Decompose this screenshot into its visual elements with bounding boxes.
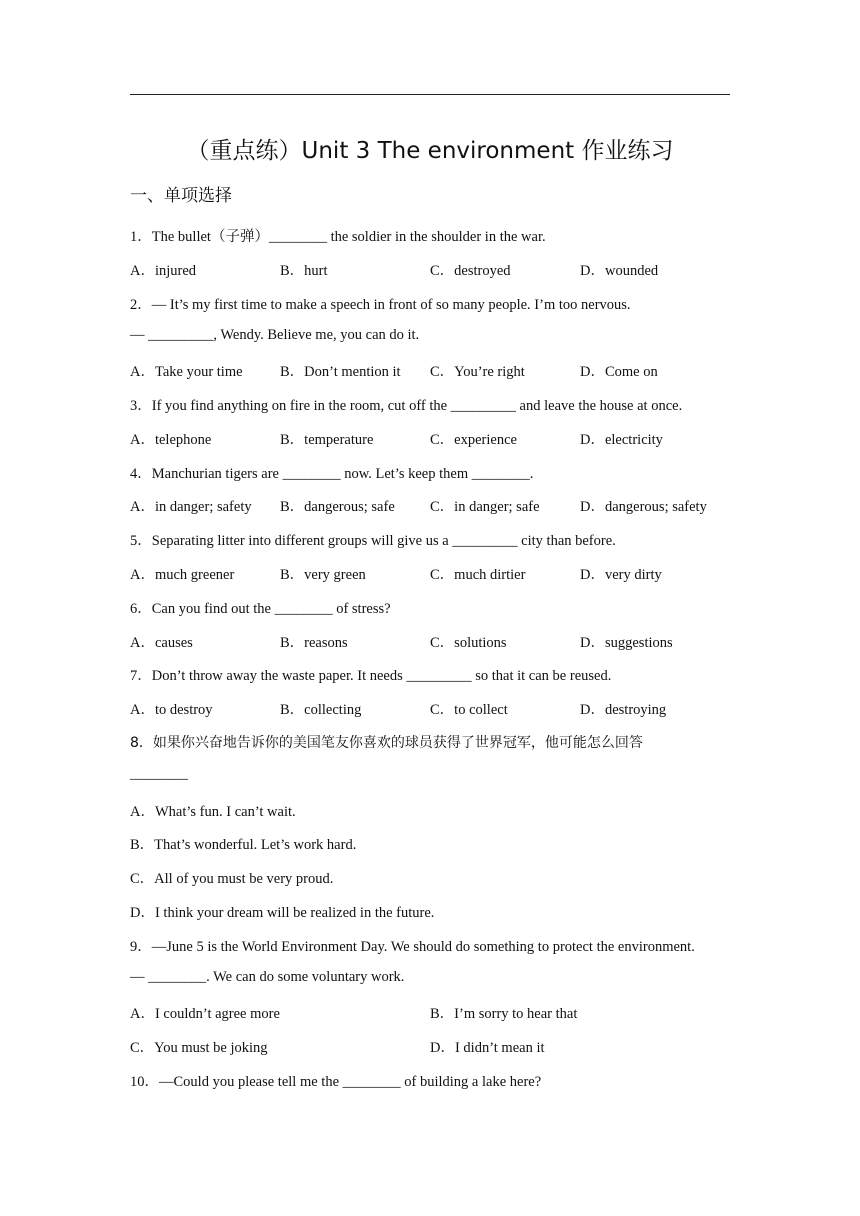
- option-c: C．in danger; safe: [430, 499, 540, 515]
- question-8-option-d: D．I think your dream will be realized in the future.: [130, 905, 435, 921]
- option-d: D．very dirty: [580, 567, 662, 583]
- question-10-stem: 10．—Could you please tell me the ________ of building a lake here?: [130, 1074, 542, 1090]
- question-4-stem: 4．Manchurian tigers are ________ now. Let’s keep them ________.: [130, 466, 534, 482]
- question-9-options-row-2: [130, 1036, 730, 1056]
- section-heading: 一、单项选择: [130, 186, 232, 206]
- option-d: D．suggestions: [580, 635, 673, 651]
- option-c: C．You must be joking: [130, 1040, 268, 1056]
- option-a: A．much greener: [130, 567, 235, 583]
- option-a: A．causes: [130, 635, 193, 651]
- option-d: D．dangerous; safety: [580, 499, 707, 515]
- question-8-blank: ________: [130, 766, 188, 782]
- option-c: C．solutions: [430, 635, 507, 651]
- question-9-stem: 9．—June 5 is the World Environment Day. We should do something to protect the environment.: [130, 939, 695, 955]
- question-7-stem: 7．Don’t throw away the waste paper. It needs _________ so that it can be reused.: [130, 668, 612, 684]
- option-c: C．destroyed: [430, 263, 511, 279]
- option-b: B．dangerous; safe: [280, 499, 395, 515]
- option-b: B．Don’t mention it: [280, 364, 401, 380]
- question-8-option-a: A．What’s fun. I can’t wait.: [130, 804, 296, 820]
- option-a: A．injured: [130, 263, 197, 279]
- question-5-stem: 5．Separating litter into different groups will give us a _________ city than before.: [130, 533, 616, 549]
- option-d: D．wounded: [580, 263, 659, 279]
- question-2-options: [130, 360, 730, 380]
- question-9-reply: — ________. We can do some voluntary work.: [130, 969, 405, 985]
- question-3-options: [130, 428, 730, 448]
- option-d: D．electricity: [580, 432, 663, 448]
- option-a: A．to destroy: [130, 702, 213, 718]
- option-c: C．much dirtier: [430, 567, 526, 583]
- question-7-options: [130, 698, 730, 718]
- option-b: B．collecting: [280, 702, 362, 718]
- option-b: B．very green: [280, 567, 366, 583]
- option-b: B．reasons: [280, 635, 348, 651]
- option-b: B．hurt: [280, 263, 328, 279]
- question-6-options: [130, 631, 730, 651]
- option-c: C．experience: [430, 432, 517, 448]
- option-b: B．temperature: [280, 432, 374, 448]
- option-a: A．telephone: [130, 432, 212, 448]
- option-a: A．in danger; safety: [130, 499, 252, 515]
- option-d: D．destroying: [580, 702, 667, 718]
- question-4-options: [130, 495, 730, 515]
- option-d: D．I didn’t mean it: [430, 1040, 545, 1056]
- option-a: A．I couldn’t agree more: [130, 1006, 280, 1022]
- header-rule: [130, 94, 730, 95]
- question-3-stem: 3．If you find anything on fire in the room, cut off the _________ and leave the house at once.: [130, 398, 683, 414]
- question-1-options: [130, 259, 730, 279]
- question-9-options-row-1: [130, 1002, 730, 1022]
- question-5-options: [130, 563, 730, 583]
- document-title: （重点练）Unit 3 The environment 作业练习: [186, 138, 674, 164]
- question-8-stem: 8．如果你兴奋地告诉你的美国笔友你喜欢的球员获得了世界冠军，他可能怎么回答: [130, 735, 643, 751]
- question-2-reply: — _________, Wendy. Believe me, you can do it.: [130, 327, 420, 343]
- option-a: A．Take your time: [130, 364, 243, 380]
- option-b: B．I’m sorry to hear that: [430, 1006, 578, 1022]
- question-8-option-c: C．All of you must be very proud.: [130, 871, 334, 887]
- question-6-stem: 6．Can you find out the ________ of stress?: [130, 601, 391, 617]
- option-d: D．Come on: [580, 364, 658, 380]
- question-2-stem: 2．— It’s my first time to make a speech in front of so many people. I’m too nervous.: [130, 297, 631, 313]
- question-8-option-b: B．That’s wonderful. Let’s work hard.: [130, 837, 357, 853]
- option-c: C．You’re right: [430, 364, 525, 380]
- question-1-stem: 1．The bullet（子弹）________ the soldier in the shoulder in the war.: [130, 229, 546, 245]
- option-c: C．to collect: [430, 702, 508, 718]
